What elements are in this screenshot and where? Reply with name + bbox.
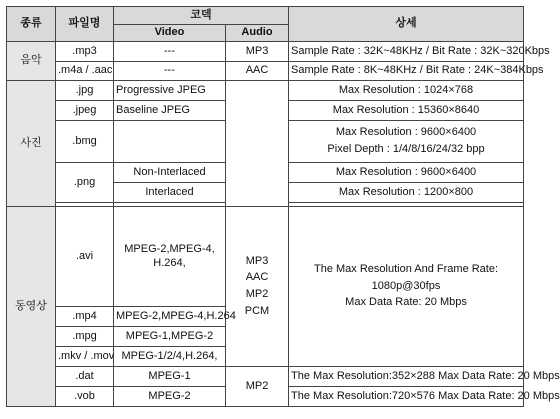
audio-mp3: MP3 (226, 42, 289, 62)
category-photo: 사진 (7, 81, 56, 207)
video-avi-line1: MPEG-2,MPEG-4, (124, 242, 215, 255)
audio-mp3-label: MP3 (245, 254, 269, 267)
header-detail: 상세 (289, 7, 524, 42)
audio-aac-label: AAC (245, 271, 269, 284)
media-format-table (6, 6, 560, 407)
audio-pcm-label: PCM (244, 304, 270, 317)
header-category: 종류 (7, 7, 56, 42)
audio-m4a-aac: AAC (226, 62, 289, 81)
video-png-interlaced: Interlaced (114, 183, 226, 203)
detail-jpg: Max Resolution : 1024×768 (289, 81, 524, 101)
detail-m4a-aac: Sample Rate : 8K~48KHz / Bit Rate : 24K~384Kbps (289, 62, 524, 81)
detail-video-group (289, 207, 524, 367)
video-vob: MPEG-2 (114, 387, 226, 407)
detail-png-noninterlaced: Max Resolution : 9600×6400 (289, 163, 524, 183)
video-avi-line2: H.264, (153, 256, 186, 269)
video-avi (114, 207, 226, 307)
video-jpg: Progressive JPEG (114, 81, 226, 101)
category-video: 동영상 (7, 207, 56, 407)
video-mp3: --- (114, 42, 226, 62)
audio-dat-vob: MP2 (226, 367, 289, 407)
video-mp4: MPEG-2,MPEG-4,H.264 (114, 307, 226, 327)
ext-mp3: .mp3 (56, 42, 114, 62)
detail-png-interlaced: Max Resolution : 1200×800 (289, 183, 524, 203)
detail-video-line2: 1080p@30fps (371, 279, 441, 292)
ext-dat: .dat (56, 367, 114, 387)
detail-dat: The Max Resolution:352×288 Max Data Rate: 20 Mbps (289, 367, 524, 387)
detail-bmp (289, 121, 524, 163)
ext-mp4: .mp4 (56, 307, 114, 327)
detail-bmp-depth: Pixel Depth : 1/4/8/16/24/32 bpp (327, 143, 485, 155)
video-png-noninterlaced: Non-Interlaced (114, 163, 226, 183)
audio-mp2-label: MP2 (245, 288, 269, 300)
ext-mkv-mov: .mkv / .mov (56, 347, 114, 367)
category-music: 음악 (7, 42, 56, 81)
audio-video-group (226, 207, 289, 367)
video-bmp-empty (114, 121, 226, 163)
detail-jpeg: Max Resolution : 15360×8640 (289, 101, 524, 121)
detail-video-line3: Max Data Rate: 20 Mbps (345, 296, 467, 309)
ext-m4a-aac: .m4a / .aac (56, 62, 114, 81)
detail-mp3: Sample Rate : 32K~48KHz / Bit Rate : 32K~320Kbps (289, 42, 524, 62)
video-jpeg: Baseline JPEG (114, 101, 226, 121)
video-m4a-aac: --- (114, 62, 226, 81)
video-mpg: MPEG-1,MPEG-2 (114, 327, 226, 347)
header-filename: 파일명 (56, 7, 114, 42)
video-mkv-mov: MPEG-1/2/4,H.264, (114, 347, 226, 367)
ext-vob: .vob (56, 387, 114, 407)
header-video: Video (114, 25, 226, 42)
ext-png: .png (56, 163, 114, 203)
ext-bmp: .bmg (56, 121, 114, 163)
ext-mpg: .mpg (56, 327, 114, 347)
detail-bmp-resolution: Max Resolution : 9600×6400 (335, 126, 477, 139)
header-codec: 코덱 (114, 7, 289, 25)
ext-avi: .avi (56, 207, 114, 307)
ext-jpeg: .jpeg (56, 101, 114, 121)
video-dat: MPEG-1 (114, 367, 226, 387)
audio-photo-empty (226, 81, 289, 207)
header-audio: Audio (226, 25, 289, 42)
detail-video-line1: The Max Resolution And Frame Rate: (314, 262, 499, 275)
detail-vob: The Max Resolution:720×576 Max Data Rate: 20 Mbps (289, 387, 524, 407)
ext-jpg: .jpg (56, 81, 114, 101)
